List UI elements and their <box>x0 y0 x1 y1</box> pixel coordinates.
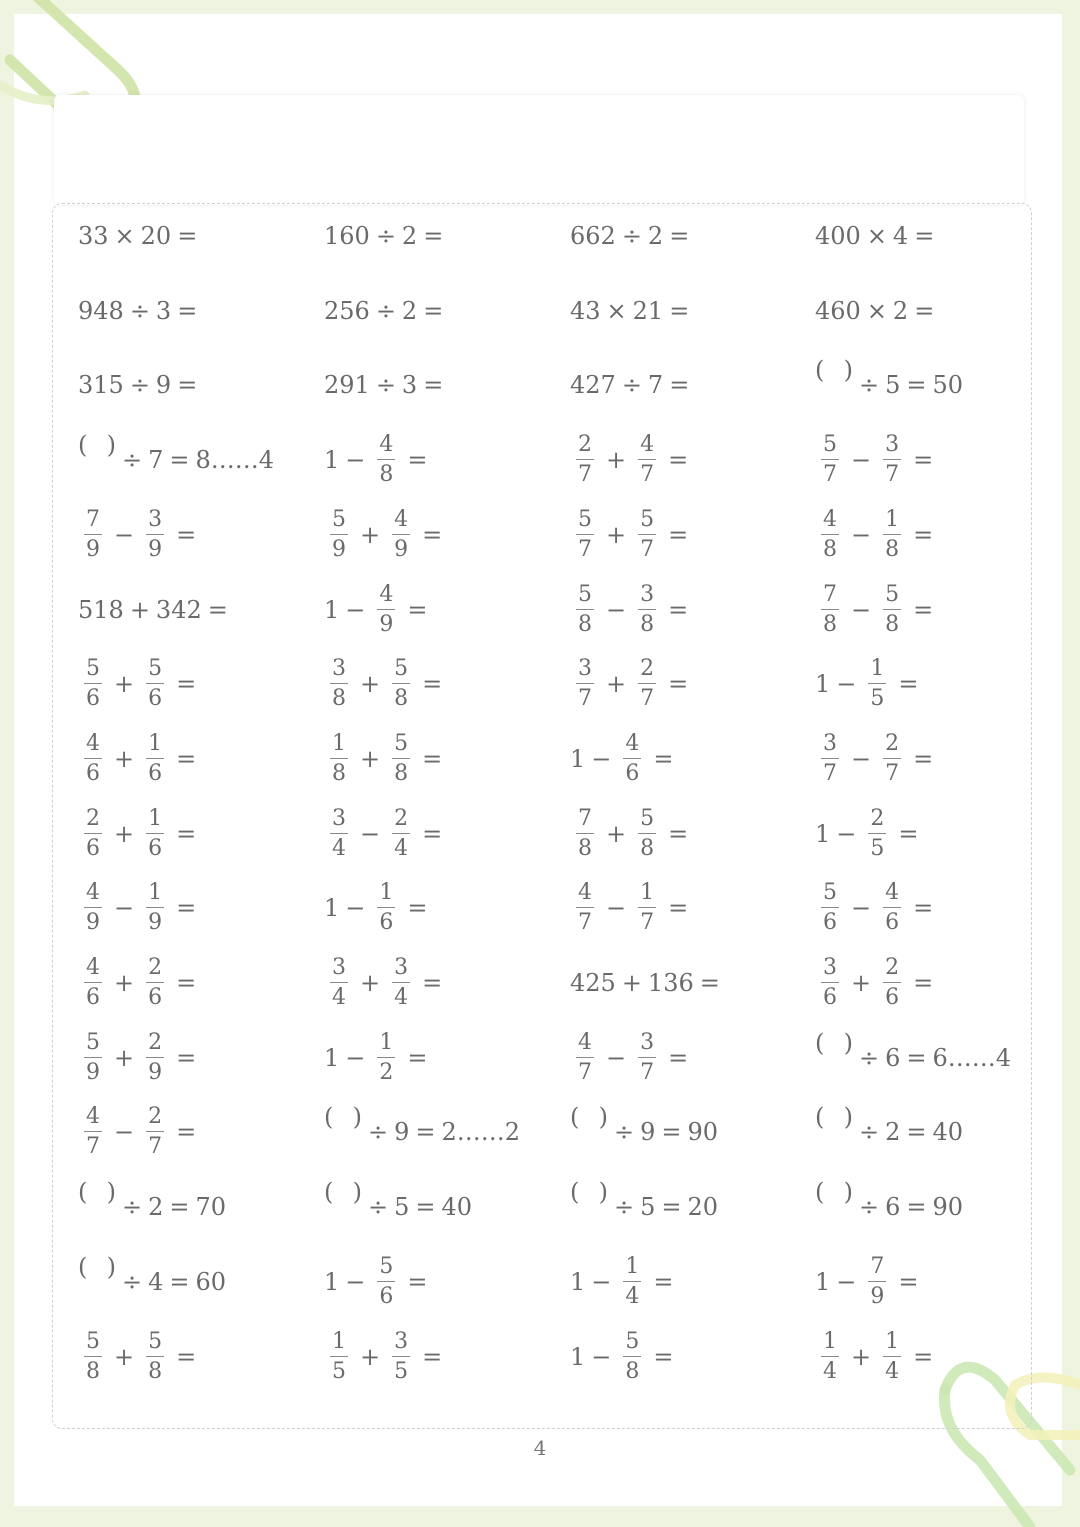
fraction: $\frac{5}{6}$ <box>148 656 163 712</box>
math-problem: ( ) ÷ 4 = 60 <box>78 1252 226 1312</box>
fraction: $\frac{4}{7}$ <box>86 1104 100 1160</box>
fraction: $\frac{5}{8}$ <box>885 581 900 637</box>
math-problem: $\frac{1}{4}$ + $\frac{1}{4}$ = <box>823 1328 934 1384</box>
fraction: $\frac{3}{5}$ <box>394 1328 409 1384</box>
math-problem: ( ) ÷ 2 = 70 <box>78 1177 226 1237</box>
fraction: $\frac{5}{6}$ <box>823 880 837 936</box>
math-problem: 427 ÷ 7 = <box>570 371 690 400</box>
math-problem: 1 − $\frac{4}{6}$ = <box>570 730 674 786</box>
fraction: $\frac{1}{6}$ <box>148 805 163 861</box>
fraction: $\frac{2}{6}$ <box>885 955 900 1010</box>
fraction: $\frac{5}{7}$ <box>823 432 837 488</box>
math-problem: ( ) ÷ 5 = 50 <box>815 355 963 415</box>
fraction: $\frac{7}{9}$ <box>870 1253 885 1309</box>
fraction: $\frac{3}{4}$ <box>332 955 346 1010</box>
math-problem: ( ) ÷ 9 = 90 <box>570 1102 718 1162</box>
answer-blank[interactable] <box>815 1193 853 1221</box>
fraction: $\frac{4}{7}$ <box>578 1029 592 1085</box>
answer-blank[interactable] <box>78 1193 116 1221</box>
fraction: $\frac{4}{6}$ <box>885 880 900 936</box>
math-problem: 1 − $\frac{1}{4}$ = <box>570 1253 674 1309</box>
math-problem: $\frac{1}{8}$ + $\frac{5}{8}$ = <box>332 730 443 786</box>
answer-blank[interactable] <box>570 1193 608 1221</box>
math-problem: 518 + 342 = <box>78 595 228 624</box>
fraction: $\frac{3}{7}$ <box>640 1029 655 1085</box>
fraction: $\frac{4}{7}$ <box>578 880 592 936</box>
fraction: $\frac{7}{8}$ <box>578 805 592 861</box>
fraction: $\frac{1}{6}$ <box>379 880 394 936</box>
math-problem: $\frac{3}{7}$ + $\frac{2}{7}$ = <box>578 656 689 712</box>
fraction: $\frac{2}{4}$ <box>394 805 409 861</box>
math-problem: 33 × 20 = <box>78 222 198 250</box>
fraction: $\frac{3}{7}$ <box>885 432 900 488</box>
answer-blank[interactable] <box>815 1044 853 1072</box>
math-problem: 400 × 4 = <box>815 222 935 250</box>
fraction: $\frac{1}{4}$ <box>823 1328 837 1384</box>
fraction: $\frac{7}{8}$ <box>823 581 837 637</box>
fraction: $\frac{4}{7}$ <box>640 432 655 488</box>
math-problem: 1 − $\frac{1}{6}$ = <box>324 880 428 936</box>
math-problem: 1 − $\frac{7}{9}$ = <box>815 1253 919 1309</box>
fraction: $\frac{5}{8}$ <box>640 805 655 861</box>
answer-blank[interactable] <box>324 1193 362 1221</box>
fraction: $\frac{3}{9}$ <box>148 506 163 562</box>
math-problem: $\frac{7}{8}$ + $\frac{5}{8}$ = <box>578 805 689 861</box>
math-problem: 291 ÷ 3 = <box>324 371 444 400</box>
answer-blank[interactable] <box>815 1118 853 1146</box>
fraction: $\frac{1}{7}$ <box>640 880 655 936</box>
math-problem: 425 + 136 = <box>570 969 720 997</box>
fraction: $\frac{2}{6}$ <box>86 805 100 861</box>
fraction: $\frac{4}{9}$ <box>379 581 394 637</box>
math-problem: $\frac{4}{6}$ + $\frac{1}{6}$ = <box>86 730 197 786</box>
fraction: $\frac{3}{7}$ <box>578 656 592 712</box>
fraction: $\frac{3}{8}$ <box>332 656 346 712</box>
math-problem: 1 − $\frac{2}{5}$ = <box>815 805 919 861</box>
fraction: $\frac{3}{4}$ <box>332 805 346 861</box>
math-problem: 256 ÷ 2 = <box>324 296 444 325</box>
math-problem: $\frac{4}{6}$ + $\frac{2}{6}$ = <box>86 955 197 1010</box>
fraction: $\frac{2}{9}$ <box>148 1029 163 1085</box>
math-problem: $\frac{5}{9}$ + $\frac{4}{9}$ = <box>332 506 443 562</box>
math-problem: $\frac{5}{8}$ − $\frac{3}{8}$ = <box>578 581 689 637</box>
math-problem: 948 ÷ 3 = <box>78 296 198 325</box>
answer-blank[interactable] <box>78 446 116 474</box>
fraction: $\frac{2}{7}$ <box>148 1104 163 1160</box>
fraction: $\frac{1}{2}$ <box>379 1029 394 1085</box>
math-problem: $\frac{4}{8}$ − $\frac{1}{8}$ = <box>823 506 934 562</box>
math-problem: $\frac{5}{7}$ − $\frac{3}{7}$ = <box>823 432 934 488</box>
math-problem: 1 − $\frac{4}{8}$ = <box>324 432 428 488</box>
math-problem: 662 ÷ 2 = <box>570 222 690 250</box>
fraction: $\frac{1}{4}$ <box>885 1328 900 1384</box>
math-problem: $\frac{3}{7}$ − $\frac{2}{7}$ = <box>823 730 934 786</box>
fraction: $\frac{4}{8}$ <box>823 506 837 562</box>
fraction: $\frac{1}{5}$ <box>870 656 885 712</box>
fraction: $\frac{5}{7}$ <box>578 506 592 562</box>
fraction: $\frac{2}{5}$ <box>870 805 885 861</box>
math-problem: ( ) ÷ 2 = 40 <box>815 1102 963 1162</box>
math-problem: 1 − $\frac{4}{9}$ = <box>324 581 428 637</box>
fraction: $\frac{1}{8}$ <box>885 506 900 562</box>
fraction: $\frac{4}{9}$ <box>394 506 409 562</box>
fraction: $\frac{3}{4}$ <box>394 955 409 1010</box>
math-problem: $\frac{4}{7}$ − $\frac{2}{7}$ = <box>86 1104 197 1160</box>
math-problem: ( ) ÷ 6 = 6……4 <box>815 1028 1011 1088</box>
answer-blank[interactable] <box>570 1118 608 1146</box>
math-problem: 1 − $\frac{5}{8}$ = <box>570 1328 674 1384</box>
math-problem: $\frac{2}{7}$ + $\frac{4}{7}$ = <box>578 432 689 488</box>
fraction: $\frac{5}{6}$ <box>379 1253 394 1309</box>
fraction: $\frac{2}{7}$ <box>578 432 592 488</box>
math-problem: $\frac{3}{8}$ + $\frac{5}{8}$ = <box>332 656 443 712</box>
fraction: $\frac{1}{9}$ <box>148 880 163 936</box>
fraction: $\frac{1}{8}$ <box>332 730 346 786</box>
fraction: $\frac{4}{8}$ <box>379 432 394 488</box>
math-problem: ( ) ÷ 6 = 90 <box>815 1177 963 1237</box>
fraction: $\frac{4}{6}$ <box>86 955 100 1010</box>
page-number: 4 <box>533 1436 547 1460</box>
math-problem: 315 ÷ 9 = <box>78 371 198 400</box>
fraction: $\frac{5}{9}$ <box>86 1029 100 1085</box>
fraction: $\frac{7}{9}$ <box>86 506 100 562</box>
fraction: $\frac{5}{6}$ <box>86 656 100 712</box>
math-problem: $\frac{5}{9}$ + $\frac{2}{9}$ = <box>86 1029 197 1085</box>
math-problem: $\frac{3}{6}$ + $\frac{2}{6}$ = <box>823 955 934 1010</box>
math-problem: 460 × 2 = <box>815 296 935 325</box>
math-problem: 1 − $\frac{1}{2}$ = <box>324 1029 428 1085</box>
math-problem: $\frac{4}{7}$ − $\frac{3}{7}$ = <box>578 1029 689 1085</box>
fraction: $\frac{2}{7}$ <box>885 730 900 786</box>
math-problem: $\frac{4}{7}$ − $\frac{1}{7}$ = <box>578 880 689 936</box>
math-problem: $\frac{5}{6}$ + $\frac{5}{6}$ = <box>86 656 197 712</box>
fraction: $\frac{4}{6}$ <box>625 730 640 786</box>
fraction: $\frac{1}{4}$ <box>625 1253 640 1309</box>
fraction: $\frac{1}{5}$ <box>332 1328 346 1384</box>
math-problem: 1 − $\frac{5}{6}$ = <box>324 1253 428 1309</box>
fraction: $\frac{3}{7}$ <box>823 730 837 786</box>
fraction: $\frac{5}{8}$ <box>625 1328 640 1384</box>
math-problem: $\frac{5}{6}$ − $\frac{4}{6}$ = <box>823 880 934 936</box>
math-problem: $\frac{2}{6}$ + $\frac{1}{6}$ = <box>86 805 197 861</box>
answer-blank[interactable] <box>78 1268 116 1296</box>
fraction: $\frac{5}{8}$ <box>86 1328 100 1384</box>
math-problem: $\frac{4}{9}$ − $\frac{1}{9}$ = <box>86 880 197 936</box>
fraction: $\frac{5}{9}$ <box>332 506 346 562</box>
fraction: $\frac{5}{8}$ <box>578 581 592 637</box>
math-problem: ( ) ÷ 5 = 40 <box>324 1177 472 1237</box>
fraction: $\frac{3}{8}$ <box>640 581 655 637</box>
fraction: $\frac{5}{7}$ <box>640 506 655 562</box>
math-problem: $\frac{5}{7}$ + $\frac{5}{7}$ = <box>578 506 689 562</box>
math-problem: 160 ÷ 2 = <box>324 222 444 250</box>
fraction: $\frac{5}{8}$ <box>148 1328 163 1384</box>
math-problem: ( ) ÷ 7 = 8……4 <box>78 430 274 490</box>
fraction: $\frac{2}{7}$ <box>640 656 655 712</box>
math-problem: $\frac{7}{9}$ − $\frac{3}{9}$ = <box>86 506 197 562</box>
math-problem: 43 × 21 = <box>570 296 690 325</box>
math-problem: $\frac{7}{8}$ − $\frac{5}{8}$ = <box>823 581 934 637</box>
math-problem: $\frac{3}{4}$ − $\frac{2}{4}$ = <box>332 805 443 861</box>
fraction: $\frac{5}{8}$ <box>394 656 409 712</box>
fraction: $\frac{5}{8}$ <box>394 730 409 786</box>
fraction: $\frac{4}{6}$ <box>86 730 100 786</box>
fraction: $\frac{1}{6}$ <box>148 730 163 786</box>
header-panel <box>54 95 1024 205</box>
math-problem: 1 − $\frac{1}{5}$ = <box>815 656 919 712</box>
math-problem: $\frac{1}{5}$ + $\frac{3}{5}$ = <box>332 1328 443 1384</box>
fraction: $\frac{2}{6}$ <box>148 955 163 1010</box>
math-problem: ( ) ÷ 5 = 20 <box>570 1177 718 1237</box>
answer-blank[interactable] <box>815 371 853 399</box>
answer-blank[interactable] <box>324 1118 362 1146</box>
fraction: $\frac{4}{9}$ <box>86 880 100 936</box>
math-problem: $\frac{5}{8}$ + $\frac{5}{8}$ = <box>86 1328 197 1384</box>
math-problem: $\frac{3}{4}$ + $\frac{3}{4}$ = <box>332 955 443 1010</box>
fraction: $\frac{3}{6}$ <box>823 955 837 1010</box>
math-problem: ( ) ÷ 9 = 2……2 <box>324 1102 520 1162</box>
